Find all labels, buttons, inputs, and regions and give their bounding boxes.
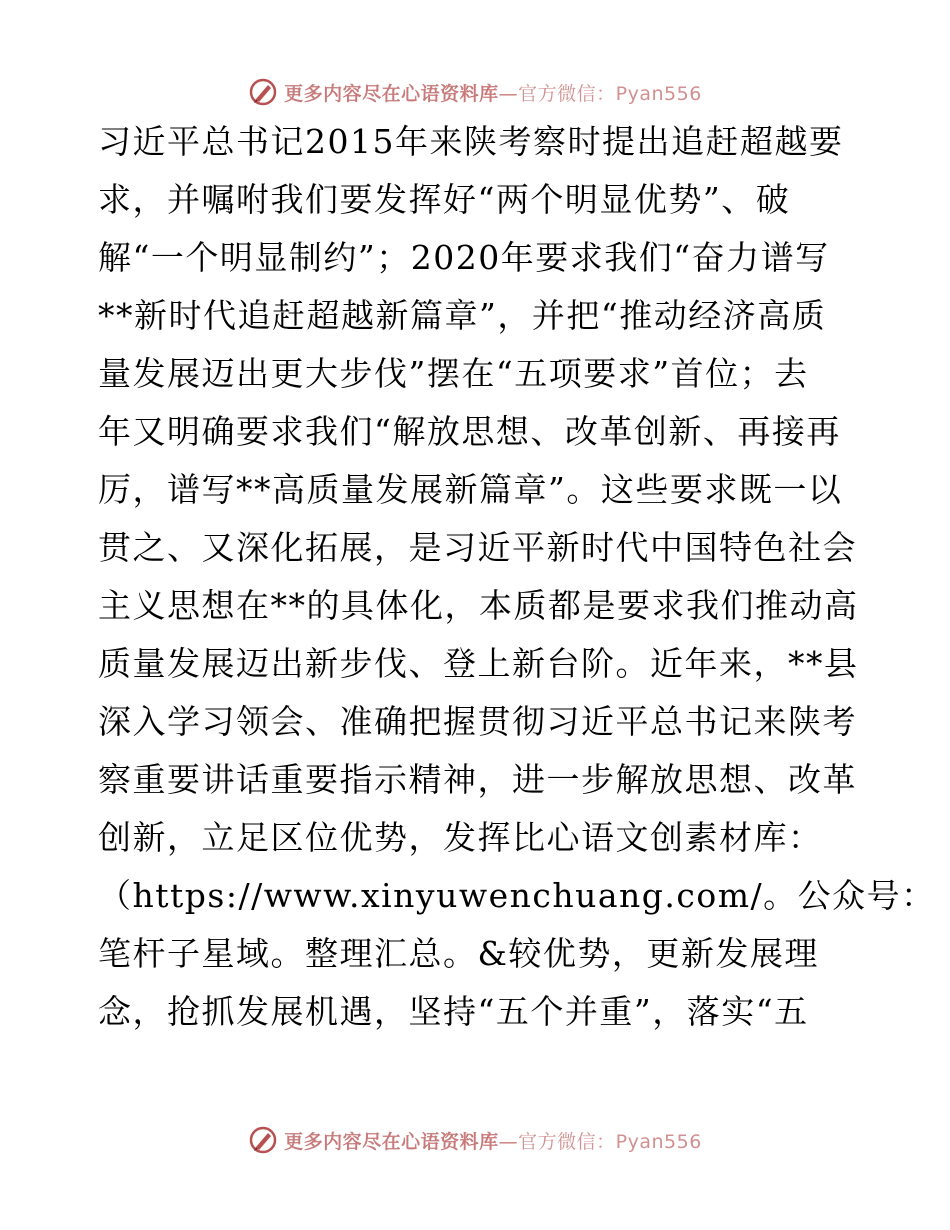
footer-watermark-text	[284, 1127, 702, 1154]
body-line-9: 主义思想在**的具体化，本质都是要求我们推动高	[98, 586, 859, 625]
body-line-11: 深入学习领会、准确把握贯彻习近平总书记来陕考	[98, 702, 857, 741]
body-line-1: 习近平总书记2015年来陕考察时提出追赶超越要	[98, 122, 844, 161]
body-line-3: 解“一个明显制约”；2020年要求我们“奋力谱写	[98, 238, 830, 277]
body-line-7: 厉，谱写**高质量发展新篇章”。这些要求既一以	[98, 470, 843, 509]
body-line-4: **新时代追赶超越新篇章”，并把“推动经济高质	[98, 296, 827, 335]
body-line-2: 求，并嘱咐我们要发挥好“两个明显优势”、破	[98, 180, 791, 219]
body-line-16: 念，抢抓发展机遇，坚持“五个并重”，落实“五	[98, 992, 809, 1031]
footer-watermark-right: 官方微信：Pyan556	[518, 1130, 702, 1153]
header-watermark-left: 更多内容尽在心语资料库	[284, 82, 499, 105]
pen-logo-icon	[248, 1125, 278, 1155]
footer-watermark-left: 更多内容尽在心语资料库	[284, 1130, 499, 1153]
header-watermark-dash: —	[498, 82, 519, 105]
body-line-10: 质量发展迈出新步伐、登上新台阶。近年来，**县	[98, 644, 859, 683]
body-line-14: （https://www.xinyuwenchuang.com/。公众号：	[98, 876, 936, 915]
header-watermark-right: 官方微信：Pyan556	[518, 82, 702, 105]
body-line-15: 笔杆子星域。整理汇总。&较优势，更新发展理	[98, 934, 819, 973]
footer-watermark-dash: —	[498, 1130, 519, 1153]
body-line-6: 年又明确要求我们“解放思想、改革创新、再接再	[98, 412, 841, 451]
body-line-8: 贯之、又深化拓展，是习近平新时代中国特色社会	[98, 528, 857, 567]
footer-watermark	[0, 1120, 950, 1160]
body-line-13: 创新，立足区位优势，发挥比心语文创素材库：	[98, 818, 823, 857]
body-line-12: 察重要讲话重要指示精神，进一步解放思想、改革	[98, 760, 857, 799]
body-line-5: 量发展迈出更大步伐”摆在“五项要求”首位；去	[98, 354, 809, 393]
